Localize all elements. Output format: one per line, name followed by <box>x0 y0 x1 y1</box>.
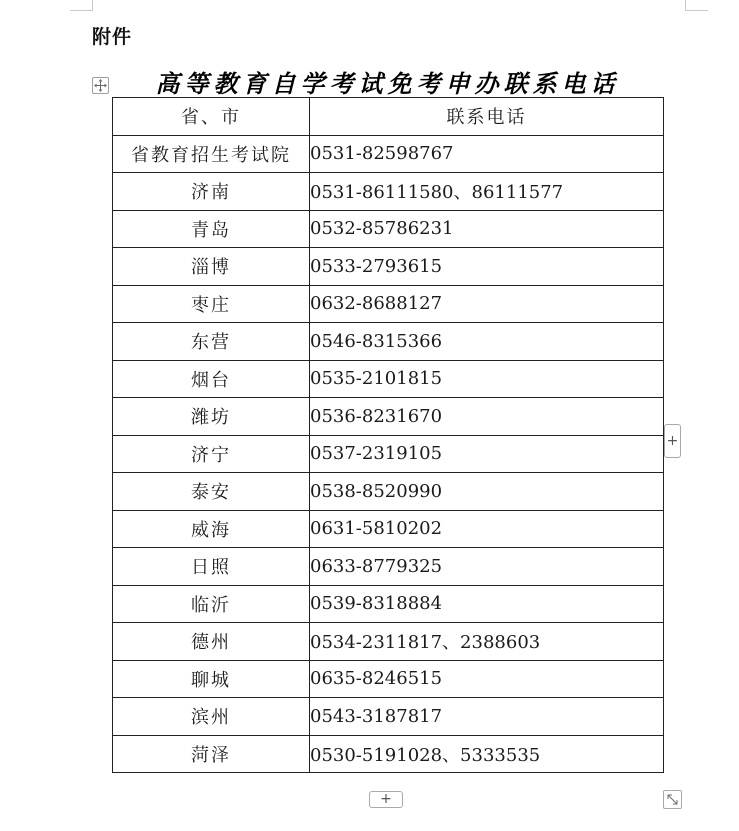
table-row <box>113 398 664 436</box>
region-cell[interactable]: 日照 <box>113 548 310 586</box>
phone-cell[interactable]: 0535-2101815 <box>310 360 664 398</box>
table-move-handle[interactable] <box>92 77 109 94</box>
phone-cell[interactable]: 0531-86111580、86111577 <box>310 173 664 211</box>
phone-cell[interactable]: 0538-8520990 <box>310 473 664 511</box>
region-cell[interactable]: 菏泽 <box>113 735 310 773</box>
phone-cell[interactable]: 0533-2793615 <box>310 248 664 286</box>
table-row <box>113 323 664 361</box>
phone-cell[interactable]: 0632-8688127 <box>310 285 664 323</box>
table-row <box>113 510 664 548</box>
contacts-table <box>112 97 664 773</box>
table-row <box>113 735 664 773</box>
resize-icon <box>664 791 681 808</box>
phone-cell[interactable]: 0633-8779325 <box>310 548 664 586</box>
add-column-button[interactable]: + <box>664 424 681 458</box>
table-row <box>113 173 664 211</box>
region-cell[interactable]: 东营 <box>113 323 310 361</box>
table-row <box>113 435 664 473</box>
phone-cell[interactable]: 0537-2319105 <box>310 435 664 473</box>
phone-cell[interactable]: 0546-8315366 <box>310 323 664 361</box>
phone-cell[interactable]: 0543-3187817 <box>310 698 664 736</box>
region-cell[interactable]: 济宁 <box>113 435 310 473</box>
phone-cell[interactable]: 0530-5191028、5333535 <box>310 735 664 773</box>
phone-cell[interactable]: 0631-5810202 <box>310 510 664 548</box>
table-row <box>113 360 664 398</box>
table-row <box>113 548 664 586</box>
region-cell[interactable]: 临沂 <box>113 585 310 623</box>
table-row <box>113 698 664 736</box>
page-corner-mark-left <box>70 0 93 11</box>
header-region[interactable]: 省、市 <box>113 98 310 136</box>
region-cell[interactable]: 泰安 <box>113 473 310 511</box>
region-cell[interactable]: 淄博 <box>113 248 310 286</box>
table-row <box>113 135 664 173</box>
table-row <box>113 285 664 323</box>
phone-cell[interactable]: 0536-8231670 <box>310 398 664 436</box>
attachment-label: 附件 <box>92 26 133 48</box>
region-cell[interactable]: 青岛 <box>113 210 310 248</box>
header-phone[interactable]: 联系电话 <box>310 98 664 136</box>
table-row <box>113 623 664 661</box>
region-cell[interactable]: 济南 <box>113 173 310 211</box>
region-cell[interactable]: 滨州 <box>113 698 310 736</box>
document-title: 高等教育自学考试免考申办联系电话 <box>155 69 620 98</box>
region-cell[interactable]: 聊城 <box>113 660 310 698</box>
table-resize-handle[interactable] <box>663 790 682 809</box>
table-row <box>113 248 664 286</box>
table-body <box>113 135 664 773</box>
page-corner-mark-right <box>685 0 708 11</box>
table-row <box>113 660 664 698</box>
table-row <box>113 585 664 623</box>
region-cell[interactable]: 烟台 <box>113 360 310 398</box>
phone-cell[interactable]: 0539-8318884 <box>310 585 664 623</box>
region-cell[interactable]: 潍坊 <box>113 398 310 436</box>
region-cell[interactable]: 威海 <box>113 510 310 548</box>
region-cell[interactable]: 省教育招生考试院 <box>113 135 310 173</box>
table-header-row <box>113 98 664 136</box>
table-row <box>113 473 664 511</box>
region-cell[interactable]: 枣庄 <box>113 285 310 323</box>
phone-cell[interactable]: 0532-85786231 <box>310 210 664 248</box>
phone-cell[interactable]: 0531-82598767 <box>310 135 664 173</box>
phone-cell[interactable]: 0534-2311817、2388603 <box>310 623 664 661</box>
add-row-button[interactable]: + <box>369 791 403 808</box>
phone-cell[interactable]: 0635-8246515 <box>310 660 664 698</box>
region-cell[interactable]: 德州 <box>113 623 310 661</box>
table-row <box>113 210 664 248</box>
move-icon <box>93 78 108 93</box>
